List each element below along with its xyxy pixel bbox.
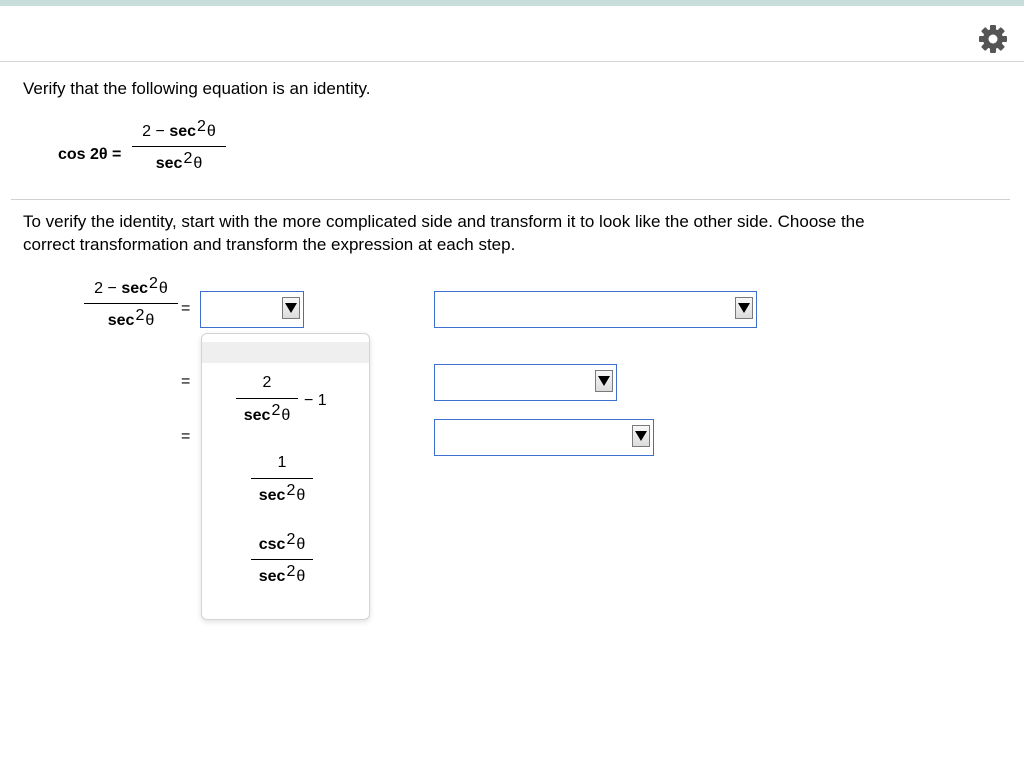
option1-den-power: 2 [271, 402, 281, 419]
gear-icon[interactable] [977, 23, 1009, 55]
rhs-den-func: sec [155, 155, 183, 172]
equals-sign-1: = [181, 300, 191, 317]
option2-num: 1 [277, 454, 287, 471]
dropdown-option-blank[interactable] [202, 342, 369, 363]
option3-fraction [251, 531, 313, 586]
option1-num: 2 [262, 374, 272, 391]
option2-den-var: θ [296, 487, 306, 504]
rhs-den-var: θ [193, 155, 203, 172]
header-bar [0, 6, 1024, 62]
dropdown-option-3[interactable] [202, 531, 369, 604]
option2-fraction [251, 454, 313, 505]
step3-reason-select[interactable] [434, 419, 654, 456]
dropdown-option-2[interactable] [202, 452, 369, 514]
work-start-fraction [84, 275, 178, 330]
lhs-label: cos 2θ = [58, 146, 122, 163]
start-num-prefix: 2 − [94, 280, 122, 297]
step1-reason-select[interactable] [434, 291, 757, 328]
start-den-power: 2 [135, 307, 145, 324]
start-num-var: θ [158, 280, 168, 297]
dropdown-option-1[interactable] [202, 372, 369, 434]
option1-den-var: θ [281, 407, 291, 424]
start-num-power: 2 [149, 275, 158, 292]
triangle-down-icon [595, 370, 613, 392]
option3-den-var: θ [296, 568, 306, 585]
equals-sign-2: = [181, 373, 191, 390]
triangle-down-icon [282, 297, 300, 319]
option3-den-power: 2 [286, 563, 296, 580]
option2-den-func: sec [258, 487, 286, 504]
rhs-num-power: 2 [197, 118, 206, 135]
rhs-num-func: sec [169, 123, 197, 140]
start-num-func: sec [121, 280, 149, 297]
guidance-line-1: To verify the identity, start with the more complicated side and transform it to look like the other side. Choose the [23, 212, 865, 231]
option3-num-var: θ [296, 536, 306, 553]
option3-num-func: csc [258, 536, 286, 553]
section-divider [11, 199, 1010, 200]
start-den-var: θ [145, 312, 155, 329]
guidance-line-2: correct transformation and transform the expression at each step. [23, 235, 516, 254]
expression-dropdown-menu [201, 333, 370, 620]
start-den-func: sec [107, 312, 135, 329]
option1-suffix: − 1 [304, 392, 327, 409]
rhs-num-prefix: 2 − [142, 123, 170, 140]
rhs-den-power: 2 [183, 150, 193, 167]
step2-reason-select[interactable] [434, 364, 617, 401]
triangle-down-icon [632, 425, 650, 447]
option2-den-power: 2 [286, 482, 296, 499]
option3-den-func: sec [258, 568, 286, 585]
triangle-down-icon [735, 297, 753, 319]
rhs-num-var: θ [206, 123, 216, 140]
option1-den-func: sec [243, 407, 271, 424]
step1-expression-select[interactable] [200, 291, 304, 328]
problem-instruction: Verify that the following equation is an identity. [23, 79, 371, 98]
equals-sign-3: = [181, 428, 191, 445]
problem-rhs-fraction [132, 118, 226, 173]
option1-fraction [236, 374, 298, 425]
option3-num-power: 2 [286, 531, 296, 548]
